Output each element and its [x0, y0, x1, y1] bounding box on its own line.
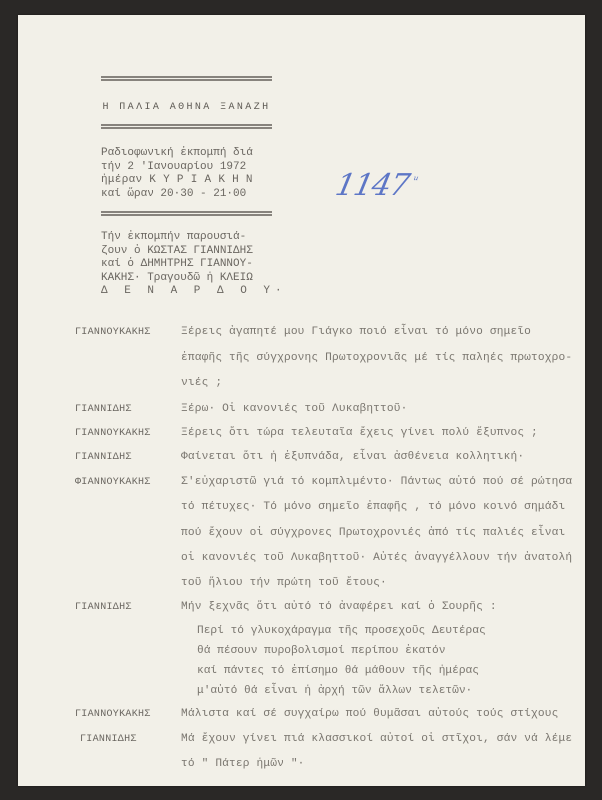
speaker-label: ΓΙΑΝΝΙΔΗΣ	[75, 452, 132, 463]
verse-line: μ'αὐτό θά εἶναι ἡ ἀρχή τῶν ἄλλων τελετῶν·	[197, 685, 473, 697]
speaker-label: ΓΙΑΝΝΙΔΗΣ	[80, 734, 137, 745]
speaker-label: ΓΙΑΝΝΟΥΚΑΚΗΣ	[75, 709, 151, 720]
dialogue-line: τό " Πάτερ ἡμῶν "·	[181, 758, 305, 770]
header-rule-bottom	[101, 211, 272, 216]
speaker-label: ΓΙΑΝΝΙΔΗΣ	[75, 404, 132, 415]
dialogue-line: τοῦ ἥλιου τήν πρώτη τοῦ ἔτους·	[181, 577, 387, 589]
speaker-label: ΓΙΑΝΝΟΥΚΑΚΗΣ	[75, 327, 151, 338]
broadcast-info-line: ἡμέραν Κ Υ Ρ Ι Α Κ Η Ν	[101, 174, 253, 186]
speaker-label: ΓΙΑΝΝΙΔΗΣ	[75, 602, 132, 613]
header-rule-middle	[101, 124, 272, 129]
speaker-label: ΓΙΑΝΝΟΥΚΑΚΗΣ	[75, 428, 151, 439]
dialogue-line: ἐπαφῆς τῆς σύγχρονης Πρωτοχρονιᾶς μέ τίς παληές πρωτοχρο-	[181, 352, 573, 364]
verse-line: Περί τό γλυκοχάραγμα τῆς προσεχοῦς Δευτέρας	[197, 625, 486, 637]
presenters-line: Τήν ἐκπομπήν παρουσιά-	[101, 231, 247, 243]
program-title: Η ΠΑΛΙΑ ΑΘΗΝΑ ΞΑΝΑΖΗ	[102, 102, 271, 113]
dialogue-line: Ξέρεις ἀγαπητέ μου Γιάγκο ποιό εἶναι τό μόνο σημεῖο	[181, 326, 532, 338]
dialogue-line: Μήν ξεχνᾶς ὅτι αὐτό τό ἀναφέρει καί ὁ Σουρῆς :	[181, 601, 497, 613]
presenters-line: Δ Ε Ν Α Ρ Δ Ο Υ·	[101, 285, 287, 297]
presenters-line: ΚΑΚΗΣ· Τραγουδῶ ἡ ΚΛΕΙΩ	[101, 271, 253, 284]
presenters-info	[101, 231, 287, 299]
presenters-line: καί ὁ ΔΗΜΗΤΡΗΣ ΓΙΑΝΝΟΥ-	[101, 258, 253, 270]
presenters-line: ζουν ὁ ΚΩΣΤΑΣ ΓΙΑΝΝΙΔΗΣ	[101, 244, 253, 257]
dialogue-line: Φαίνεται ὅτι ἡ ἐξυπνάδα, εἶναι ἀσθένεια κολλητική·	[181, 451, 525, 463]
verse-line: καί πάντες τό ἐπίσημο θά μάθουν τῆς ἡμέρας	[197, 665, 479, 677]
handwritten-number	[332, 168, 420, 203]
dialogue-line: νιές ;	[181, 377, 223, 389]
speaker-label: ΦΙΑΝΝΟΥΚΑΚΗΣ	[75, 477, 151, 488]
dialogue-line: Ξέρω· Οἱ κανονιές τοῦ Λυκαβηττοῦ·	[181, 403, 408, 415]
handwritten-number-text: 1147	[332, 168, 413, 203]
broadcast-info	[101, 147, 253, 201]
dialogue-line: οἱ κανονιές τοῦ Λυκαβηττοῦ· Αὐτές ἀναγγέλλουν τήν ἀνατολή	[181, 552, 573, 564]
broadcast-info-line: Ραδιοφωνική ἐκπομπή διά	[101, 147, 253, 159]
dialogue-line: Μά ἔχουν γίνει πιά κλασσικοί αὐτοί οἱ στῖχοι, σάν νά λέμε	[181, 733, 573, 745]
broadcast-info-line: καί ὥραν 20·30 - 21·00	[101, 187, 247, 200]
dialogue-line: πού ἔχουν οἱ σύγχρονες Πρωτοχρονιές ἀπό τίς παλιές εἶναι	[181, 527, 566, 539]
dialogue-line: τό πέτυχες· Τό μόνο σημεῖο ἐπαφῆς , τό μόνο κοινό σημάδι	[181, 501, 566, 513]
dialogue-line: Σ'εὐχαριστῶ γιά τό κομπλιμέντο· Πάντως αὐτό πού σέ ρώτησα	[181, 476, 573, 488]
dialogue-line: Μάλιστα καί σέ συγχαίρω πού θυμᾶσαι αὐτούς τούς στίχους	[181, 708, 559, 720]
broadcast-info-line: τήν 2 'Ιανουαρίου 1972	[101, 160, 247, 173]
verse-line: θά πέσουν πυροβολισμοί περίπου ἑκατόν	[197, 645, 446, 657]
header-rule-top	[101, 76, 272, 81]
handwritten-suffix: ᵘ	[412, 173, 419, 187]
dialogue-line: Ξέρεις ὅτι τώρα τελευταῖα ἔχεις γίνει πολύ ἔξυπνος ;	[181, 427, 538, 439]
